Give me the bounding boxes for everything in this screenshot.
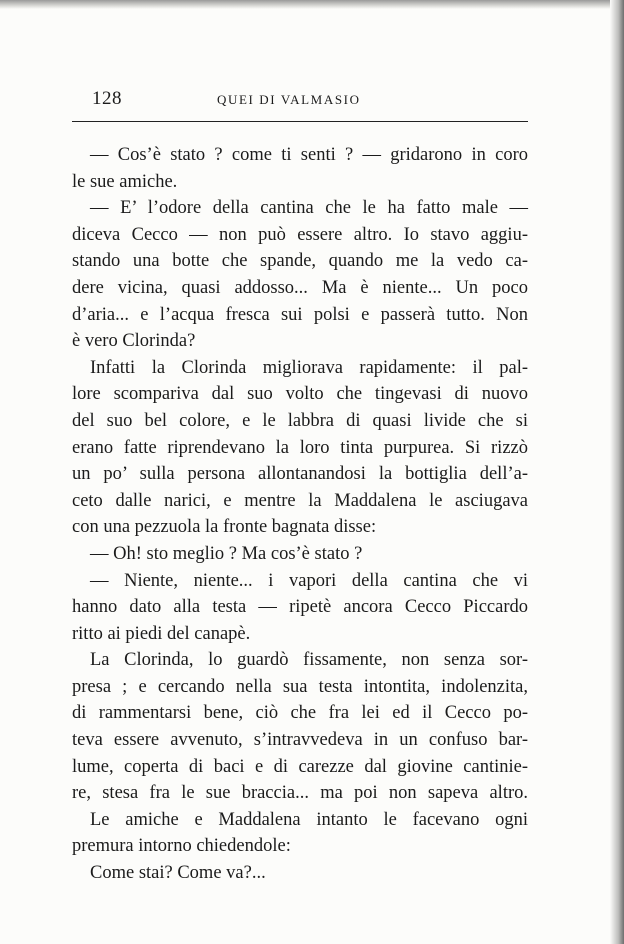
text-line: un po’ sulla persona allontanandosi la bottiglia dell’a- — [72, 464, 528, 485]
text-line: premura intorno chiedendole: — [72, 836, 291, 857]
page-header — [72, 88, 528, 110]
header-rule — [72, 121, 528, 122]
text-line: re, stesa fra le sue braccia... ma poi non sapeva altro. — [72, 783, 528, 804]
text-line: teva essere avvenuto, s’intravvedeva in un confuso bar- — [72, 730, 528, 751]
body-text — [72, 142, 528, 887]
text-line: è vero Clorinda? — [72, 331, 196, 352]
text-line: standо una botte che spande, quando me la vedo ca- — [72, 251, 528, 272]
text-line: — Niente, niente... i vapori della cantina che vi — [90, 570, 528, 591]
text-line: — Cos’è stato ? come ti senti ? — gridarono in coro — [90, 145, 528, 165]
running-title: QUEI DI VALMASIO — [217, 92, 361, 107]
text-line: — E’ l’odore della cantina che le ha fatto male — — [90, 198, 528, 219]
text-line: — Oh! sto meglio ? Ma cos’è stato ? — [90, 543, 363, 564]
text-line: presa ; e cercando nella sua testa intontita, indolenzita, — [72, 676, 528, 697]
text-line: Come stai? Come va?... — [90, 863, 266, 884]
text-line: erano fatte riprendevano la loro tinta purpurea. Si rizzò — [72, 437, 528, 458]
page-top-edge — [0, 0, 624, 9]
text-line: con una pezzuola la fronte bagnata disse: — [72, 517, 377, 538]
page-binding-edge — [610, 0, 624, 944]
text-line: lume, coperta di baci e di carezze dal giovine cantinie- — [72, 756, 528, 777]
text-line: dere vicina, quasi addosso... Ma è niente... Un poco — [72, 277, 528, 298]
text-line: del suo bel colore, e le labbra di quasi livide che si — [72, 410, 528, 431]
text-line: di rammentarsi bene, ciò che fra lei ed il Cecco po- — [72, 703, 528, 724]
text-line: d’aria... e l’acqua fresca sui polsi e passerà tutto. Non — [72, 304, 528, 325]
text-line: lore scompariva dal suo volto che tingevasi di nuovo — [72, 384, 528, 405]
text-line: diceva Cecco — non può essere altro. Io stavo aggiu- — [72, 224, 528, 245]
page-number: 128 — [92, 88, 122, 109]
text-line: Le amiche e Maddalena intanto le facevano ogni — [90, 809, 528, 830]
text-line: Infatti la Clorinda migliorava rapidamente: il pal- — [90, 357, 528, 378]
text-line: ritto ai piedi del canapè. — [72, 623, 251, 644]
text-line: le sue amiche. — [72, 171, 178, 192]
text-line: hanno dato alla testa — ripetè ancora Cecco Piccardo — [72, 597, 528, 618]
text-line: La Clorinda, lo guardò fissamente, non senza sor- — [90, 650, 528, 671]
text-line: ceto dalle narici, e mentre la Maddalena le asciugava — [72, 490, 528, 511]
